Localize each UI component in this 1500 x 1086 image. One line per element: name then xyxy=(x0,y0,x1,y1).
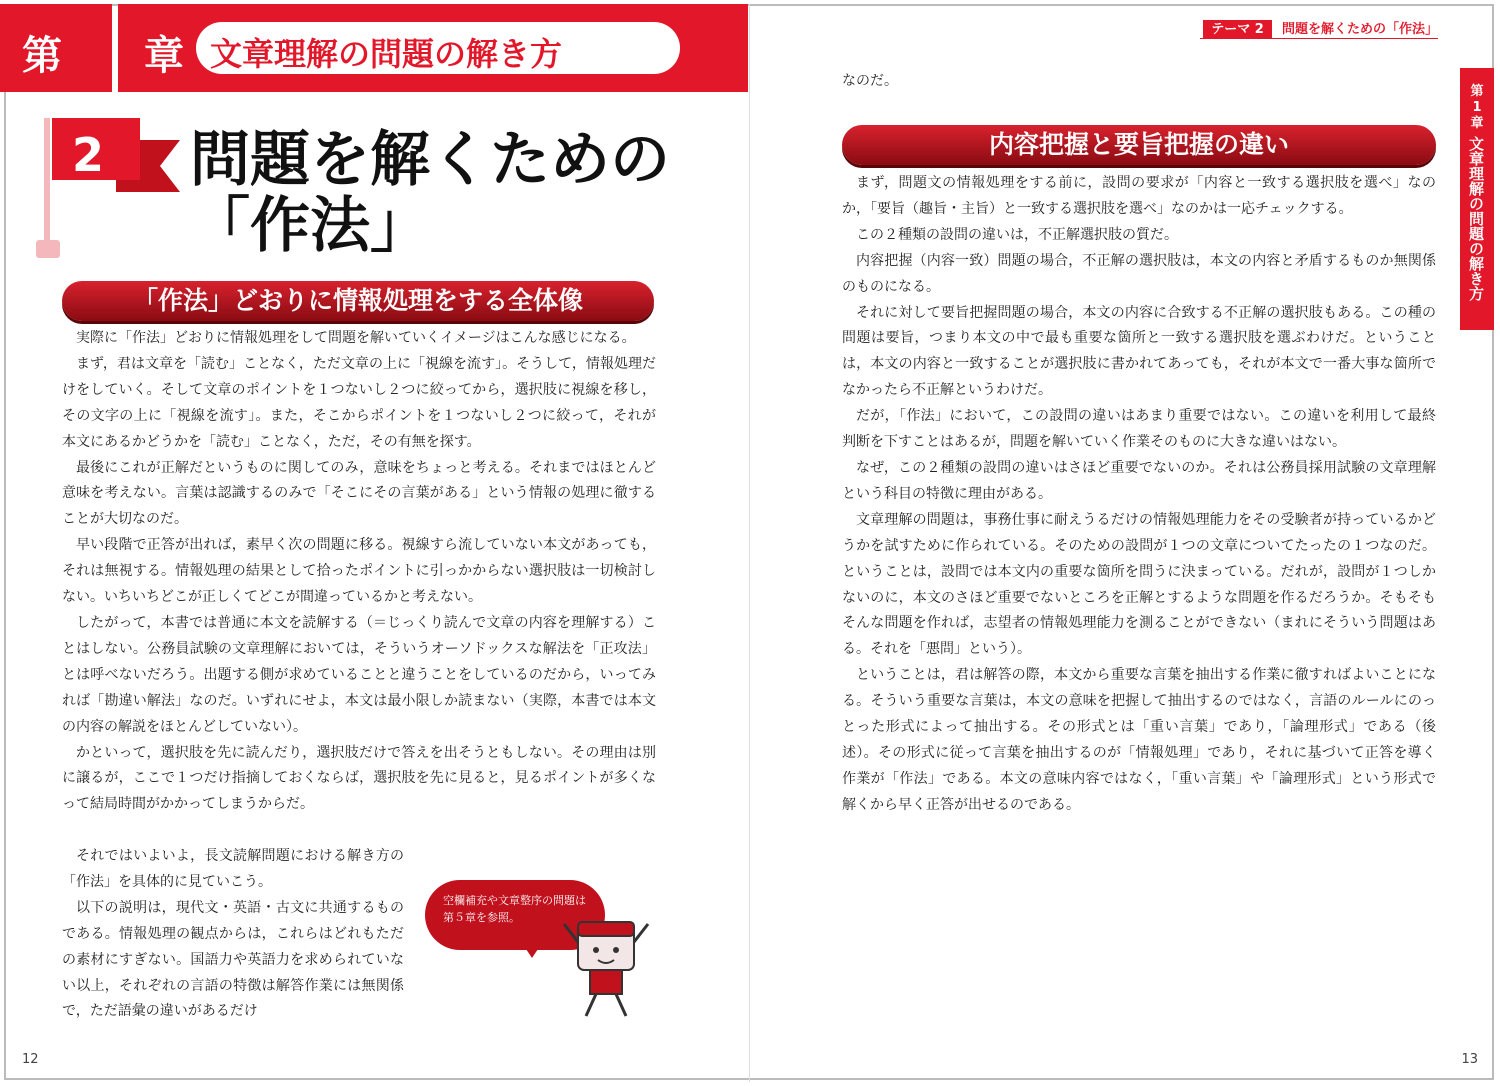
running-head xyxy=(1203,18,1438,37)
chapter-banner xyxy=(118,4,748,92)
paragraph: 文章理解の問題は，事務仕事に耐えうるだけの情報処理能力をその受験者が持っているかどうかを試すために作られている。そのための設問が１つの文章についてたったの１つなのだ。ということは，設問では本文内の重要な箇所を問うに決まっている。だれが，設問が１つしかないのに，本文のさほど重要でないところを正解とするような問題を作るだろうか。そもそもそんな問題を作れば，志望者の情報処理能力を測ることができない（まれにそういう問題はある。それを「悪問」という）。 xyxy=(842,511,1436,658)
paragraph: かといって，選択肢を先に読んだり，選択肢だけで答えを出そうともしない。その理由は別に譲るが，ここで１つだけ指摘しておくならば，選択肢を先に見ると，見るポイントが多くなって結局時間がかかってしまうからだ。 xyxy=(62,744,656,813)
paragraph: この２種類の設問の違いは，不正解選択肢の質だ。 xyxy=(856,226,1178,243)
running-head-title: 問題を解くための「作法」 xyxy=(1281,22,1438,37)
paragraph: それではいよいよ，長文読解問題における解き方の「作法」を具体的に見ていこう。 xyxy=(62,848,404,890)
paragraph: 内容把握（内容一致）問題の場合，不正解の選択肢は，本文の内容と矛盾するものか無関係のものになる。 xyxy=(842,252,1436,295)
speech-bubble-text: 空欄補充や文章整序の問題は第５章を参照。 xyxy=(443,894,586,924)
carryover-text: なのだ。 xyxy=(842,73,898,89)
page-number-right: 13 xyxy=(1461,1052,1478,1067)
side-tab-chapter: 第1章 xyxy=(1470,84,1484,131)
left-body-text xyxy=(62,326,656,818)
paragraph: まず，君は文章を「読む」ことなく，ただ文章の上に「視線を流す」。そうして，情報処理だけをしていく。そして文章のポイントを１つないし２つに絞ってから，選択肢に視線を移し，その文字の上に「視線を流す」。また，そこからポイントを１つないし２つに絞って，それが本文にあるかどうかを「読む」ことなく，ただ，その有無を探す。 xyxy=(62,355,656,450)
flag-base-icon xyxy=(36,240,60,258)
theme-title-line2: 「作法」 xyxy=(190,191,430,261)
chapter-label-first: 第 xyxy=(22,33,62,79)
section-heading-content-vs-gist: 内容把握と要旨把握の違い xyxy=(842,125,1436,165)
paragraph: 実際に「作法」どおりに情報処理をして問題を解いていくイメージはこんな感じになる。 xyxy=(76,330,636,346)
paragraph: したがって，本書では普通に本文を読解する（＝じっくり読んで文章の内容を理解する）ことはしない。公務員試験の文章理解においては，そういうオーソドックスな解法を「正攻法」とは呼べないだろう。出題する側が求めていることと違うことをしているのだから，いってみれば「勘違い解法」なのだ。いずれにせよ，本文は最小限しか読まない（実際，本書では本文の内容の解説をほとんどしていない）。 xyxy=(62,614,656,735)
theme-number: 2 xyxy=(72,128,105,182)
paragraph: なぜ，この２種類の設問の違いはさほど重要でないのか。それは公務員採用試験の文章理解という科目の特徴に理由がある。 xyxy=(842,459,1436,502)
side-tab-title: 文章理解の問題の解き方 xyxy=(1467,136,1485,301)
page-number-left: 12 xyxy=(22,1052,39,1067)
paragraph: 最後にこれが正解だというものに関してのみ，意味をちょっと考える。それまではほとんど意味を考えない。言葉は認識するのみで「そこにその言葉がある」という情報の処理に徹することが大切なのだ。 xyxy=(62,459,656,528)
paragraph: 早い段階で正答が出れば，素早く次の問題に移る。視線すら流していない本文があっても，それは無視する。情報処理の結果として拾ったポイントに引っかからない選択肢は一切検討しない。いちいちどこが正しくてどこが間違っているかと考えない。 xyxy=(62,537,656,606)
speech-bubble-tail xyxy=(520,940,544,958)
paragraph: 以下の説明は，現代文・英語・古文に共通するものである。情報処理の観点からは，これらはどれもただの素材にすぎない。国語力や英語力を求められていない以上，それぞれの言語の特徴は解答作業には無関係で，ただ語彙の違いがあるだけ xyxy=(62,899,404,1020)
paragraph: だが，「作法」において，この設問の違いはあまり重要ではない。この違いを利用して最終判断を下すことはあるが，問題を解いていく作業そのものに大きな違いはない。 xyxy=(842,408,1436,451)
paragraph: ということは，君は解答の際，本文から重要な言葉を抽出する作業に徹すればよいことになる。そういう重要な言葉は，本文の意味を把握して抽出するのではなく，言語のルールにのっとった形式によって抽出する。その形式とは「重い言葉」であり，「論理形式」である（後述）。その形式に従って言葉を抽出するのが「情報処理」であり，それに基づいて正答を導く作業が「作法」である。本文の意味内容ではなく，「重い言葉」や「論理形式」という形式で解くから早く正答が出せるのである。 xyxy=(842,667,1436,813)
running-head-rule xyxy=(1200,38,1438,39)
chapter-label-last: 章 xyxy=(144,33,184,79)
mascot-character-icon xyxy=(556,912,656,1022)
paragraph: まず，問題文の情報処理をする前に，設問の要求が「内容と一致する選択肢を選べ」なのか，「要旨（趣旨・主旨）と一致する選択肢を選べ」なのかは一応チェックする。 xyxy=(842,175,1436,217)
flag-pole-icon xyxy=(44,118,50,248)
chapter-title: 文章理解の問題の解き方 xyxy=(210,35,563,73)
right-body-text xyxy=(842,171,1436,819)
theme-title-line1: 問題を解くための xyxy=(190,125,670,195)
chapter-label-block xyxy=(0,4,112,92)
chapter-title-pill xyxy=(196,22,680,74)
section-heading-overview: 「作法」どおりに情報処理をする全体像 xyxy=(62,281,654,321)
page-spine xyxy=(749,4,750,1082)
running-head-tag: テーマ 2 xyxy=(1203,20,1272,39)
left-body-text-bottom xyxy=(62,844,404,1025)
paragraph: それに対して要旨把握問題の場合，本文の内容に合致する不正解の選択肢もある。この種の問題は要旨，つまり本文の中で最も重要な箇所と一致する選択肢を選ぶわけだ。ということは，本文の内容と一致することが選択肢に書かれてあっても，それが本文で一番大事な箇所でなかったら不正解というわけだ。 xyxy=(842,304,1436,399)
